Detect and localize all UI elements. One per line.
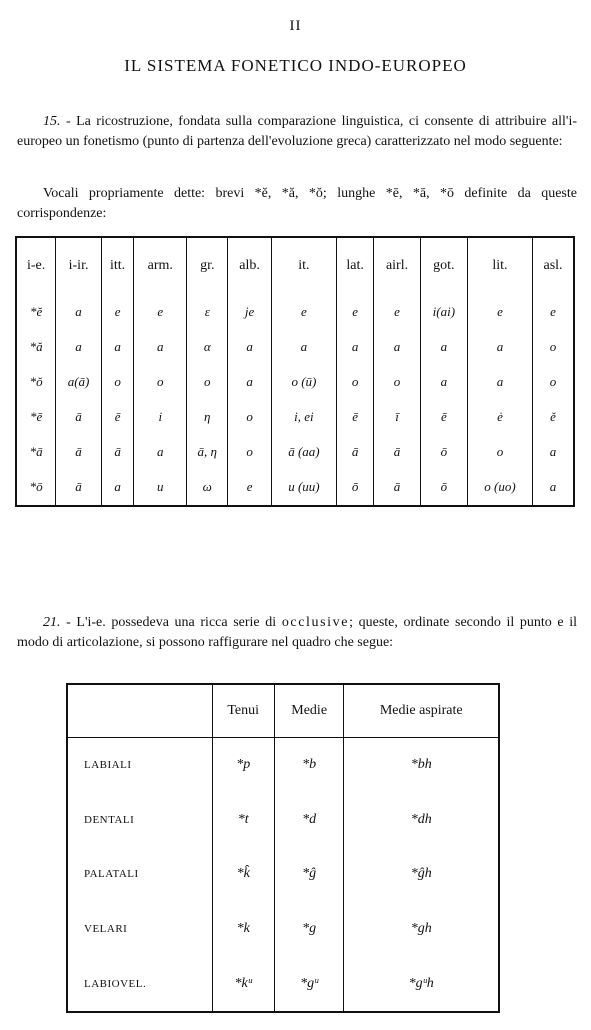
chapter-number: II (289, 18, 302, 34)
row-label: LABIALI (84, 759, 132, 772)
table-row (16, 294, 574, 329)
table-cell: ā (56, 435, 102, 470)
column-header (67, 684, 212, 738)
section-number: 21. (43, 615, 61, 630)
table-cell: a (420, 329, 467, 364)
table-cell: ā (374, 470, 421, 506)
table-cell: ā (374, 435, 421, 470)
table-header-row (16, 237, 574, 294)
table-cell: η (187, 399, 228, 434)
table-cell: a (271, 329, 336, 364)
table-cell: *gᵘh (344, 956, 499, 1012)
section-number: 15. (43, 114, 61, 129)
table-cell: ā (337, 435, 374, 470)
table-cell: a (533, 470, 574, 506)
column-header: arm. (134, 237, 187, 294)
table-cell: *ō (16, 470, 56, 506)
table-cell: i, ei (271, 399, 336, 434)
occlusive-table (66, 683, 500, 1013)
table-cell: e (271, 294, 336, 329)
table-cell: o (101, 364, 134, 399)
row-label: VELARI (84, 923, 128, 936)
vowel-correspondence-table (15, 236, 575, 507)
table-row (67, 738, 499, 793)
table-cell: *ē (16, 399, 56, 434)
table-cell: o (uo) (467, 470, 532, 506)
table-cell: *gh (344, 902, 499, 957)
table-cell: a (467, 329, 532, 364)
table-cell: a (374, 329, 421, 364)
table-body (67, 738, 499, 1013)
table-cell: je (228, 294, 271, 329)
table-cell: o (533, 364, 574, 399)
table-cell: a (56, 294, 102, 329)
table-cell: o (533, 329, 574, 364)
table-cell: a (228, 329, 271, 364)
spaced-term: occlusive (281, 615, 350, 630)
table-cell: e (101, 294, 134, 329)
table-cell: ω (187, 470, 228, 506)
column-header: airl. (374, 237, 421, 294)
paragraph-text-after: ; queste, ordinate secondo il punto e il modo di articolazione, si possono raffigurare nel quadro che segue: (17, 615, 578, 650)
paragraph-21 (17, 613, 577, 653)
column-header: alb. (228, 237, 271, 294)
table-cell: o (374, 364, 421, 399)
table-body (16, 294, 574, 506)
table-row (16, 364, 574, 399)
table-cell: *ŏ (16, 364, 56, 399)
table-cell: ě (533, 399, 574, 434)
table-cell: i(ai) (420, 294, 467, 329)
table-cell: a (101, 470, 134, 506)
column-header: i-e. (16, 237, 56, 294)
table-cell: *bh (344, 738, 499, 793)
vowels-intro: Vocali propriamente dette: brevi *ĕ, *ă, *ŏ; lunghe *ē, *ā, *ō definite da queste corrispondenze: (17, 186, 577, 221)
table-cell: o (ū) (271, 364, 336, 399)
table-cell: u (134, 470, 187, 506)
table-cell: *ĝh (344, 847, 499, 902)
column-header: lat. (337, 237, 374, 294)
table-cell: ā (56, 470, 102, 506)
column-header: Medie (274, 684, 344, 738)
table-cell: *k̂ (212, 847, 274, 902)
table-cell: ā, η (187, 435, 228, 470)
table-cell: ē (337, 399, 374, 434)
table-cell: α (187, 329, 228, 364)
table-row (16, 329, 574, 364)
table-cell: e (467, 294, 532, 329)
table-cell: a (134, 329, 187, 364)
table-cell: ε (187, 294, 228, 329)
table-cell: e (134, 294, 187, 329)
column-header: Tenui (212, 684, 274, 738)
table-cell: *kᵘ (212, 956, 274, 1012)
column-header: got. (420, 237, 467, 294)
table-header-row (67, 684, 499, 738)
table-cell: ο (187, 364, 228, 399)
table-cell: ė (467, 399, 532, 434)
table-cell: ō (420, 470, 467, 506)
table-cell: *ĕ (16, 294, 56, 329)
table-cell: *t (212, 793, 274, 848)
column-header: Medie aspirate (344, 684, 499, 738)
table-cell: a (56, 329, 102, 364)
column-header: it. (271, 237, 336, 294)
table-row (67, 902, 499, 957)
table-cell: a (533, 435, 574, 470)
table-cell: e (228, 470, 271, 506)
row-label: PALATALI (84, 868, 139, 881)
table-cell: ā (aa) (271, 435, 336, 470)
table-row (16, 399, 574, 434)
table-cell: a (420, 364, 467, 399)
column-header: itt. (101, 237, 134, 294)
table-cell: *ĝ (274, 847, 344, 902)
table-row (67, 847, 499, 902)
table-cell: a (134, 435, 187, 470)
table-cell: a(ā) (56, 364, 102, 399)
table-cell: *dh (344, 793, 499, 848)
table-cell: *ā (16, 435, 56, 470)
paragraph-text-before: - L'i-e. possedeva una ricca serie di (66, 615, 277, 630)
paragraph-15 (17, 112, 577, 152)
table-cell: a (228, 364, 271, 399)
table-cell: u (uu) (271, 470, 336, 506)
table-cell: ā (56, 399, 102, 434)
table-cell: *d (274, 793, 344, 848)
table-cell: ō (337, 470, 374, 506)
table-cell: e (533, 294, 574, 329)
table-cell: *g (274, 902, 344, 957)
table-cell: o (467, 435, 532, 470)
table-cell: o (134, 364, 187, 399)
row-label: LABIOVEL. (84, 977, 147, 990)
column-header: lit. (467, 237, 532, 294)
table-cell: ā (101, 435, 134, 470)
row-label: DENTALI (84, 813, 135, 826)
table-cell: *p (212, 738, 274, 793)
table-cell: a (467, 364, 532, 399)
table-row (16, 470, 574, 506)
table-cell: e (337, 294, 374, 329)
table-row (16, 435, 574, 470)
chapter-title: IL SISTEMA FONETICO INDO-EUROPEO (124, 56, 467, 75)
column-header: asl. (533, 237, 574, 294)
column-header: i-ir. (56, 237, 102, 294)
table-row (67, 793, 499, 848)
table-cell: o (337, 364, 374, 399)
table-cell: o (228, 435, 271, 470)
paragraph-text: - La ricostruzione, fondata sulla comparazione linguistica, ci consente di attribuire all'i-europeo un fonetismo (punto di partenza dell'evoluzione greca) caratterizzato nel modo seguente: (17, 114, 577, 149)
table-row (67, 956, 499, 1012)
table-cell: i (134, 399, 187, 434)
table-cell: *gᵘ (274, 956, 344, 1012)
table-cell: a (337, 329, 374, 364)
table-cell: *k (212, 902, 274, 957)
column-header: gr. (187, 237, 228, 294)
table-cell: ō (420, 435, 467, 470)
table-cell: o (228, 399, 271, 434)
table-cell: e (374, 294, 421, 329)
table-cell: *ă (16, 329, 56, 364)
table-cell: ē (101, 399, 134, 434)
table-cell: a (101, 329, 134, 364)
table-cell: *b (274, 738, 344, 793)
table-cell: ī (374, 399, 421, 434)
table-cell: ē (420, 399, 467, 434)
